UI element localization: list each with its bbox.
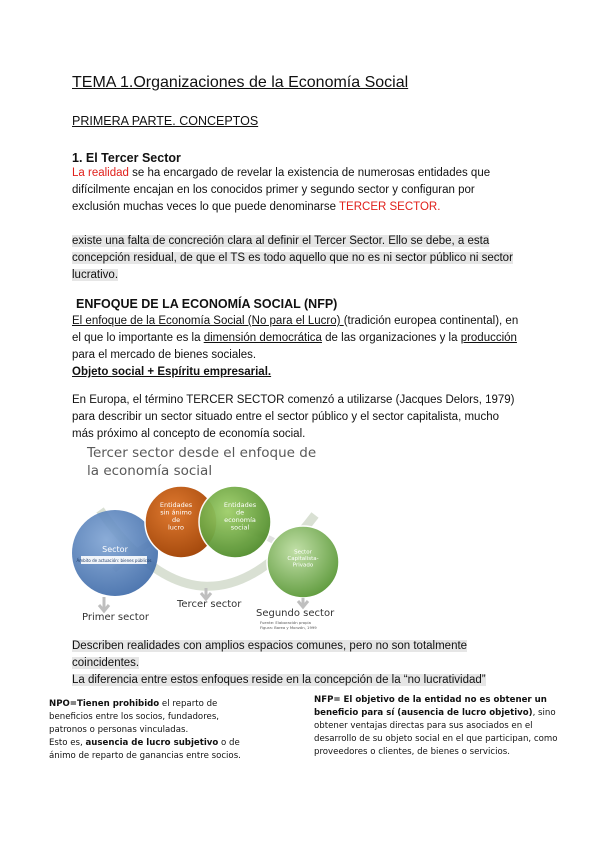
npo-bold: ausencia de lucro subjetivo bbox=[85, 738, 219, 748]
text-line: obtener ventajas directas para sus asociados en el bbox=[314, 721, 533, 731]
blue-circle-title: Sector bbox=[102, 545, 128, 554]
text-line: En Europa, el término TERCER SECTOR comenzó a utilizarse (Jacques Delors, 1979) bbox=[72, 394, 515, 406]
highlighted-text: coincidentes. bbox=[72, 657, 140, 669]
diagram-title-line1: Tercer sector desde el enfoque de bbox=[87, 445, 317, 461]
paragraph-describen bbox=[72, 638, 552, 689]
label-primer-sector: Primer sector bbox=[82, 612, 149, 623]
right-circle-label: Capitalista- bbox=[287, 555, 319, 562]
highlighted-text: existe una falta de concreción clara al definir el Tercer Sector. Ello se debe, a esta bbox=[72, 235, 490, 247]
right-circle-label: Privado bbox=[292, 562, 314, 569]
tercer-sector-diagram bbox=[60, 440, 360, 636]
text-line: proveedores o clientes, de bienes o servicios. bbox=[314, 747, 510, 757]
orange-circle-label: de bbox=[171, 515, 181, 524]
green-circle-label: economía bbox=[224, 515, 256, 524]
text-line: más próximo al concepto de economía social. bbox=[72, 428, 306, 440]
nfp-bold: beneficio para sí (ausencia de lucro objetivo) bbox=[314, 708, 533, 718]
source-line1: Fuente: Elaboración propia bbox=[260, 620, 311, 625]
blue-circle-subtitle: Ámbito de actuación: bienes públicos bbox=[76, 558, 152, 563]
green-circle-label: de bbox=[235, 508, 245, 517]
underlined-text: dimensión democrática bbox=[203, 332, 322, 344]
text-line: difícilmente encajan en los conocidos primer y segundo sector y configuran por bbox=[72, 184, 475, 196]
npo-note bbox=[49, 698, 289, 763]
text-span: Esto es, bbox=[49, 738, 86, 748]
green-circle-label: Entidades bbox=[223, 500, 257, 509]
label-tercer-sector: Tercer sector bbox=[177, 599, 242, 610]
text-line: para el mercado de bienes sociales. bbox=[72, 349, 257, 361]
source-line2: Figura: Barea y Monzón, 1999 bbox=[260, 625, 317, 630]
right-circle-label: Sector bbox=[294, 549, 312, 556]
orange-circle-label: Entidades bbox=[159, 500, 193, 509]
paragraph-concrecion bbox=[72, 233, 552, 284]
npo-bold: NPO=Tienen prohibido bbox=[49, 699, 160, 709]
text-line: para describir un sector situado entre el sector público y el sector capitalista, mucho bbox=[72, 411, 499, 423]
page-title: TEMA 1.Organizaciones de la Economía Social bbox=[72, 74, 409, 91]
text-line: patronos o personas vinculadas. bbox=[49, 725, 189, 735]
underlined-text: producción bbox=[460, 332, 517, 344]
text-line: desarrollo de su objeto social en el que participan, como bbox=[314, 734, 558, 744]
underlined-text: El enfoque de la Economía Social (No para el Lucro) bbox=[72, 315, 344, 327]
paragraph-europa bbox=[72, 392, 552, 443]
highlighted-text: lucrativo. bbox=[72, 269, 119, 281]
text-line: ánimo de reparto de ganancias entre socios. bbox=[49, 751, 241, 761]
highlighted-text: Describen realidades con amplios espacios comunes, pero no son totalmente bbox=[72, 640, 468, 652]
text-span: exclusión muchas veces lo que puede denominarse bbox=[72, 201, 340, 213]
nfp-note bbox=[314, 694, 584, 759]
part-title: PRIMERA PARTE. CONCEPTOS bbox=[72, 114, 259, 128]
text-line: beneficios entre los socios, fundadores, bbox=[49, 712, 220, 722]
orange-circle-label: lucro bbox=[167, 523, 185, 532]
label-segundo-sector: Segundo sector bbox=[256, 608, 335, 619]
section-heading-enfoque: ENFOQUE DE LA ECONOMÍA SOCIAL (NFP) bbox=[76, 297, 338, 311]
green-circle-label: social bbox=[230, 523, 250, 532]
section-heading-tercer-sector: 1. El Tercer Sector bbox=[72, 151, 181, 165]
text-span: el que lo importante es la bbox=[72, 332, 204, 344]
arrow-down-icon bbox=[298, 598, 308, 607]
text-span: , sino bbox=[532, 708, 556, 718]
orange-circle-label: sin ánimo bbox=[160, 508, 192, 517]
nfp-bold: NFP= El objetivo de la entidad no es obtener un bbox=[314, 695, 547, 705]
text-span: o de bbox=[218, 738, 240, 748]
red-text-tercer-sector: TERCER SECTOR. bbox=[339, 201, 441, 213]
paragraph-enfoque bbox=[72, 313, 552, 381]
diagram-title-line2: la economía social bbox=[87, 463, 213, 479]
highlighted-text: La diferencia entre estos enfoques reside en la concepción de la “no lucratividad” bbox=[72, 674, 486, 686]
text-span: el reparto de bbox=[159, 699, 218, 709]
paragraph-realidad bbox=[72, 165, 552, 216]
red-text-realidad: La realidad bbox=[72, 167, 129, 179]
highlighted-text: concepción residual, de que el TS es todo aquello que no es ni sector público ni sector bbox=[72, 252, 513, 264]
arrow-down-icon bbox=[99, 597, 109, 611]
text-span: de las organizaciones y la bbox=[321, 332, 461, 344]
bold-underlined-line: Objeto social + Espíritu empresarial. bbox=[72, 366, 272, 378]
text-span: (tradición europea continental), en bbox=[343, 315, 519, 327]
text-span: se ha encargado de revelar la existencia de numerosas entidades que bbox=[128, 167, 491, 179]
